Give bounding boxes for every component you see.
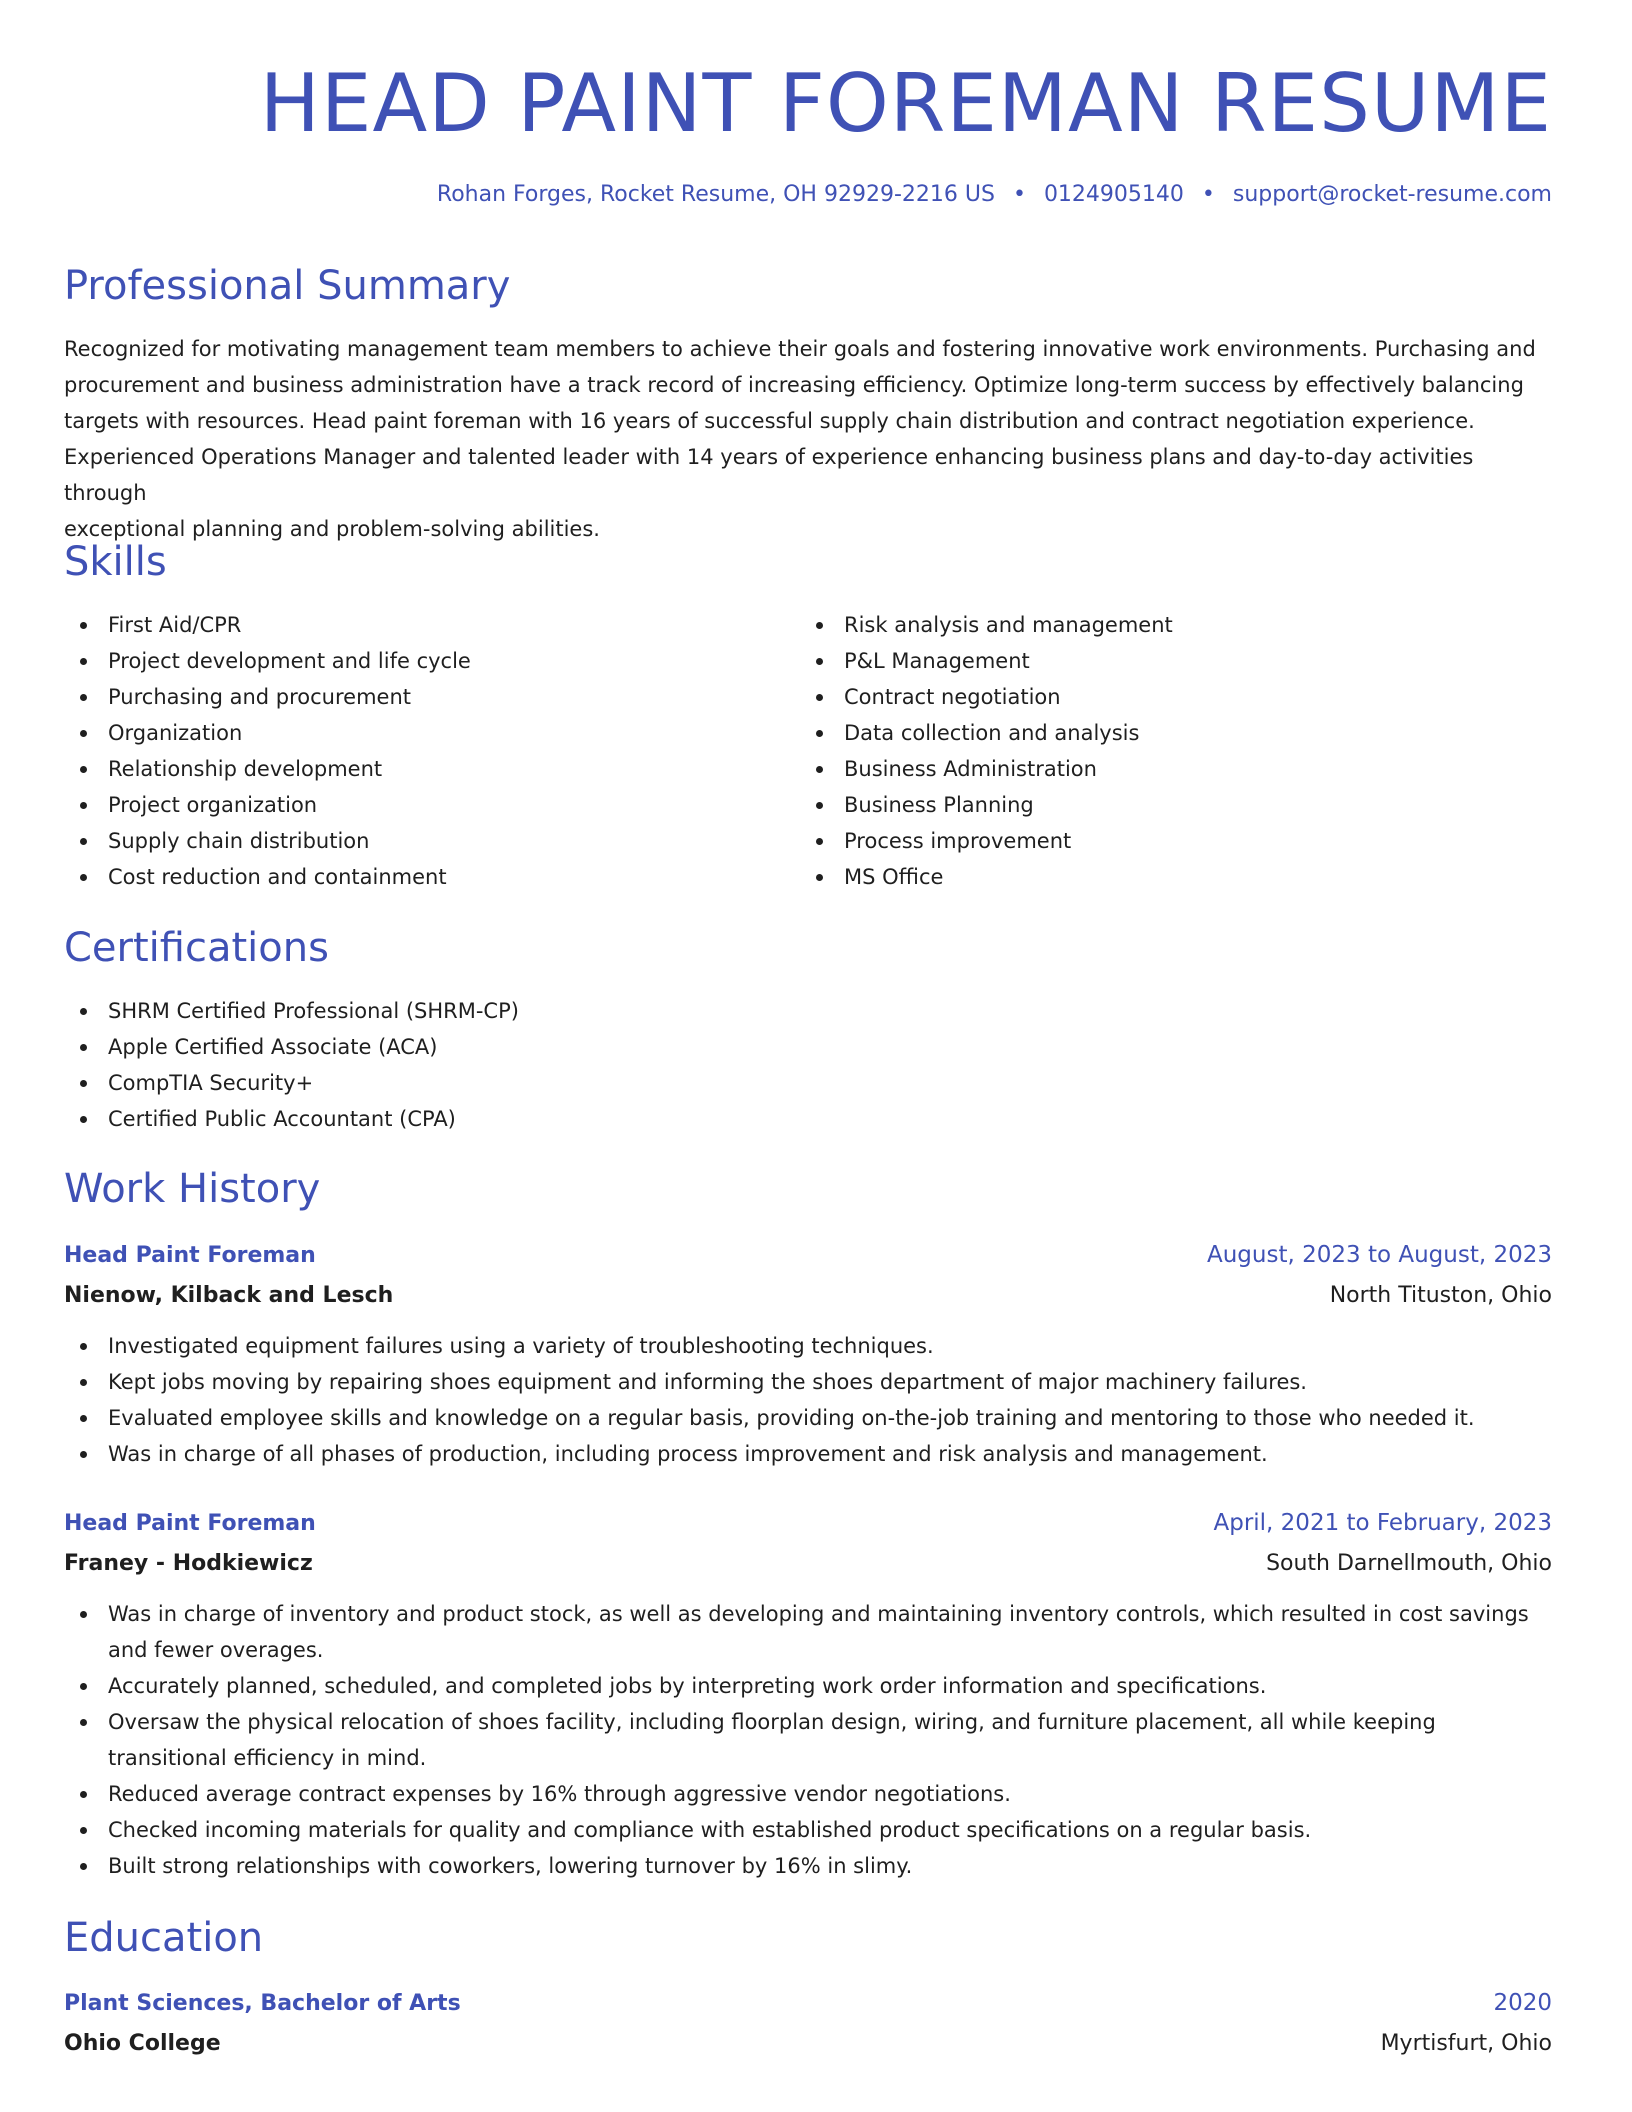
skill-item: Business Planning — [800, 787, 1536, 823]
contact-address: Rohan Forges, Rocket Resume, OH 92929-2216 US — [436, 182, 995, 207]
skill-item: Data collection and analysis — [800, 715, 1536, 751]
skill-item: Purchasing and procurement — [64, 679, 800, 715]
job-location: South Darnellmouth, Ohio — [1266, 1551, 1552, 1576]
job-bullets — [64, 1328, 1552, 1472]
education-location: Myrtisfurt, Ohio — [1380, 2031, 1552, 2056]
job-bullet: Oversaw the physical relocation of shoes facility, including floorplan design, wiring, and furniture placement, all while keeping transitional efficiency in mind. — [64, 1704, 1552, 1776]
job-entry — [64, 1503, 1552, 1884]
skills-list-left — [64, 607, 800, 895]
job-bullets — [64, 1596, 1552, 1884]
summary-heading: Professional Summary — [64, 263, 511, 309]
summary-line: Experienced Operations Manager and talented leader with 14 years of experience enhancing business plans and day-to-day activities through — [64, 445, 1474, 505]
job-bullet: Accurately planned, scheduled, and completed jobs by interpreting work order information and specifications. — [64, 1668, 1552, 1704]
work-history-heading: Work History — [64, 1166, 321, 1212]
education-entry — [64, 1983, 1552, 2064]
skill-item: Cost reduction and containment — [64, 859, 800, 895]
contact-email[interactable]: support@rocket-resume.com — [1232, 182, 1552, 207]
education-heading: Education — [64, 1915, 264, 1961]
resume-title: HEAD PAINT FOREMAN RESUME — [259, 57, 1552, 150]
job-title: Head Paint Foreman — [64, 1243, 316, 1268]
certification-item: SHRM Certified Professional (SHRM-CP) — [64, 993, 1552, 1029]
job-dates: April, 2021 to February, 2023 — [1213, 1510, 1552, 1536]
skill-item: P&L Management — [800, 643, 1536, 679]
job-dates: August, 2023 to August, 2023 — [1207, 1242, 1552, 1268]
summary-line: exceptional planning and problem-solving abilities. — [64, 517, 600, 541]
education-school: Ohio College — [64, 2031, 221, 2056]
job-company-row — [64, 1276, 1552, 1316]
job-bullet: Kept jobs moving by repairing shoes equipment and informing the shoes department of major machinery failures. — [64, 1364, 1552, 1400]
skill-item: Risk analysis and management — [800, 607, 1536, 643]
skill-item: MS Office — [800, 859, 1536, 895]
contact-separator: • — [1201, 182, 1215, 207]
job-bullet: Was in charge of all phases of production, including process improvement and risk analysis and management. — [64, 1436, 1552, 1472]
job-bullet: Built strong relationships with coworkers, lowering turnover by 16% in slimy. — [64, 1848, 1552, 1884]
skill-item: Contract negotiation — [800, 679, 1536, 715]
skill-item: Organization — [64, 715, 800, 751]
contact-line — [64, 178, 1552, 212]
education-degree: Plant Sciences, Bachelor of Arts — [64, 1991, 461, 2016]
certifications-heading: Certifications — [64, 925, 329, 971]
summary-line: procurement and business administration have a track record of increasing efficiency. Optimize long-term success by effectively balancing — [64, 373, 1524, 397]
job-company-row — [64, 1544, 1552, 1584]
education-year: 2020 — [1493, 1990, 1552, 2016]
education-school-row — [64, 2024, 1552, 2064]
summary-text — [64, 331, 1552, 547]
job-header — [64, 1235, 1552, 1276]
skill-item: First Aid/CPR — [64, 607, 800, 643]
summary-line: targets with resources. Head paint foreman with 16 years of successful supply chain distribution and contract negotiation experience. — [64, 409, 1475, 433]
education-header — [64, 1983, 1552, 2024]
summary-line: Recognized for motivating management team members to achieve their goals and fostering innovative work environments. Purchasing and — [64, 337, 1536, 361]
job-company: Franey - Hodkiewicz — [64, 1551, 313, 1576]
job-header — [64, 1503, 1552, 1544]
certification-item: CompTIA Security+ — [64, 1065, 1552, 1101]
job-bullet: Was in charge of inventory and product stock, as well as developing and maintaining inventory controls, which resulted in cost savings and fewer overages. — [64, 1596, 1552, 1668]
certification-item: Certified Public Accountant (CPA) — [64, 1101, 1552, 1137]
skill-item: Business Administration — [800, 751, 1536, 787]
skills-grid — [64, 607, 1552, 895]
certifications-list — [64, 993, 1552, 1137]
skill-item: Relationship development — [64, 751, 800, 787]
certification-item: Apple Certified Associate (ACA) — [64, 1029, 1552, 1065]
skill-item: Project development and life cycle — [64, 643, 800, 679]
job-bullet: Checked incoming materials for quality and compliance with established product specifications on a regular basis. — [64, 1812, 1552, 1848]
contact-separator: • — [1012, 182, 1026, 207]
job-bullet: Evaluated employee skills and knowledge on a regular basis, providing on-the-job training and mentoring to those who needed it. — [64, 1400, 1552, 1436]
job-bullet: Reduced average contract expenses by 16% through aggressive vendor negotiations. — [64, 1776, 1552, 1812]
skills-heading: Skills — [64, 539, 167, 585]
job-entry — [64, 1235, 1552, 1472]
job-location: North Tituston, Ohio — [1329, 1283, 1552, 1308]
job-bullet: Investigated equipment failures using a variety of troubleshooting techniques. — [64, 1328, 1552, 1364]
skills-list-right — [800, 607, 1536, 895]
skill-item: Supply chain distribution — [64, 823, 800, 859]
skill-item: Project organization — [64, 787, 800, 823]
skill-item: Process improvement — [800, 823, 1536, 859]
contact-phone: 0124905140 — [1043, 182, 1184, 207]
job-company: Nienow, Kilback and Lesch — [64, 1283, 394, 1308]
job-title: Head Paint Foreman — [64, 1511, 316, 1536]
